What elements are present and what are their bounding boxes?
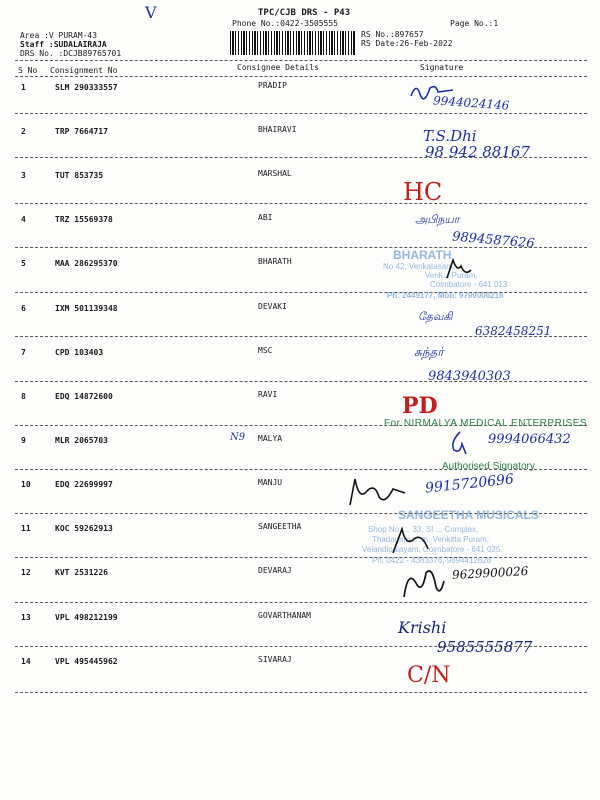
row-consignment: EDQ 14872600	[55, 392, 113, 401]
barcode	[230, 31, 355, 55]
row-sno: 10	[21, 480, 31, 489]
row-consignee: BHAIRAVI	[258, 125, 297, 134]
stamp-sangeetha-name: SANGEETHA MUSICALS	[398, 508, 539, 522]
hw-phone-row9: 9994066432	[488, 432, 571, 447]
row-consignment: MLR 2065703	[55, 436, 108, 445]
col-consignee: Consignee Details	[237, 63, 319, 72]
hw-sign-row14: C/N	[407, 663, 451, 688]
stamp-malya-signatory: Authorised Signatory	[442, 461, 535, 472]
row-consignment: EDQ 22699997	[55, 480, 113, 489]
hw-phone-row6: 6382458251	[475, 324, 552, 338]
row-consignment: VPL 495445962	[55, 657, 118, 666]
stamp-bharath-addr1: No 42, Venkatasam...	[383, 262, 460, 271]
area: Area :V PURAM-43	[20, 31, 98, 40]
stamp-bharath-addr2: Venk... Puram,	[425, 271, 478, 280]
signature-scribble-row5	[443, 258, 473, 282]
row-consignment: IXM 501139348	[55, 304, 118, 313]
row-consignee: MALYA	[258, 434, 283, 443]
signature-scribble-row11	[388, 525, 438, 557]
row-sno: 13	[21, 613, 31, 622]
row-sno: 4	[21, 215, 26, 224]
header-rule-bottom	[15, 76, 587, 77]
drs-title: TPC/CJB DRS - P43	[258, 8, 351, 18]
drs-number: DRS No. :DCJB89765701	[20, 49, 122, 58]
row-consignee: PRADIP	[258, 81, 287, 90]
stamp-bharath-name: BHARATH	[393, 248, 452, 262]
row-sno: 1	[21, 83, 26, 92]
row-rule	[15, 203, 587, 204]
hw-sign-row13: Krishi	[398, 618, 447, 637]
hw-sign-row2: T.S.Dhi	[423, 127, 477, 145]
row-rule	[15, 692, 587, 693]
row-consignee: DEVAKI	[258, 302, 287, 311]
row-rule	[15, 113, 587, 114]
col-signature: Signature	[420, 63, 464, 72]
tick-mark: V	[145, 3, 157, 22]
col-consignment: Consignment No	[50, 66, 118, 75]
hw-phone-row13: 9585555877	[437, 638, 533, 656]
hw-sign-row3: HC	[403, 178, 443, 206]
row-consignment: TRP 7664717	[55, 127, 108, 136]
row-consignee: SIVARAJ	[258, 655, 292, 664]
page-number: Page No.:1	[450, 19, 499, 28]
row-consignee: MANJU	[258, 478, 283, 487]
row-consignee: MSC	[258, 346, 273, 355]
stamp-sangeetha-l1: Shop No. ... 33, SI ... Complex,	[368, 525, 479, 534]
row-sno: 14	[21, 657, 31, 666]
row-consignment: SLM 290333557	[55, 83, 118, 92]
row-sno: 2	[21, 127, 26, 136]
col-sno: S No	[18, 66, 38, 75]
row-sno: 6	[21, 304, 26, 313]
row-rule	[15, 557, 587, 558]
row-consignee: ABI	[258, 213, 273, 222]
row-consignee: MARSHAL	[258, 169, 292, 178]
row-consignee: GOVARTHANAM	[258, 611, 311, 620]
hw-sign-row4: அபிநயா	[415, 213, 460, 226]
row-sno: 3	[21, 171, 26, 180]
hw-phone-row7: 9843940303	[428, 369, 511, 384]
hw-phone-row10: 9915720696	[424, 471, 515, 497]
row-consignment: TRZ 15569378	[55, 215, 113, 224]
row-sno: 5	[21, 259, 26, 268]
signature-scribble-row9	[440, 428, 480, 458]
stamp-bharath-phone: Ph: 2449177, Mob: 9790006218	[387, 291, 504, 300]
rs-number: RS No.:897657	[361, 30, 424, 39]
row-consignment: CPD 103403	[55, 348, 104, 357]
row-consignment: TUT 853735	[55, 171, 104, 180]
hw-sign-row8: PD	[402, 393, 438, 419]
hw-phone-row12: 9629900026	[451, 564, 529, 582]
row-sno: 9	[21, 436, 26, 445]
row-sno: 11	[21, 524, 31, 533]
hw-phone-row1: 9944024146	[432, 93, 510, 113]
row-rule	[15, 602, 587, 603]
row-consignment: KVT 2531226	[55, 568, 108, 577]
row-sno: 8	[21, 392, 26, 401]
stamp-sangeetha-l4: Ph: 0422 - 4383376, 9894412628	[372, 556, 492, 565]
hw-phone-row4: 9894587626	[451, 229, 536, 252]
signature-scribble-row12	[398, 563, 448, 603]
hw-note-row9: N9	[230, 432, 246, 443]
stamp-sangeetha-l3: Velandipalayam, Coimbatore - 641 025.	[362, 545, 503, 554]
row-consignee: SANGEETHA	[258, 522, 302, 531]
row-consignee: BHARATH	[258, 257, 292, 266]
rs-date: RS Date:26-Feb-2022	[361, 39, 453, 48]
hw-sign-row6: தேவகி	[418, 310, 453, 323]
row-consignee: RAVI	[258, 390, 278, 399]
phone-number: Phone No.:0422-3505555	[232, 19, 338, 28]
row-consignment: MAA 286295370	[55, 259, 118, 268]
row-consignment: VPL 498212199	[55, 613, 118, 622]
signature-scribble-row10	[345, 475, 420, 511]
hw-phone-row2: 98 942 88167	[425, 143, 530, 161]
row-consignee: DEVARAJ	[258, 566, 292, 575]
row-consignment: KOC 59262913	[55, 524, 113, 533]
hw-sign-row7: சுந்தர்	[414, 345, 444, 359]
row-sno: 7	[21, 348, 26, 357]
stamp-malya-line: For NIRMALYA MEDICAL ENTERPRISES	[384, 418, 588, 429]
row-sno: 12	[21, 568, 31, 577]
stamp-sangeetha-l2: Thadagam ... m, Venkitta Puram,	[372, 535, 489, 544]
header-rule-top	[15, 60, 587, 61]
staff: Staff :SUDALAIRAJA	[20, 40, 107, 49]
stamp-bharath-addr3: Coimbatore - 641 013	[430, 280, 508, 289]
